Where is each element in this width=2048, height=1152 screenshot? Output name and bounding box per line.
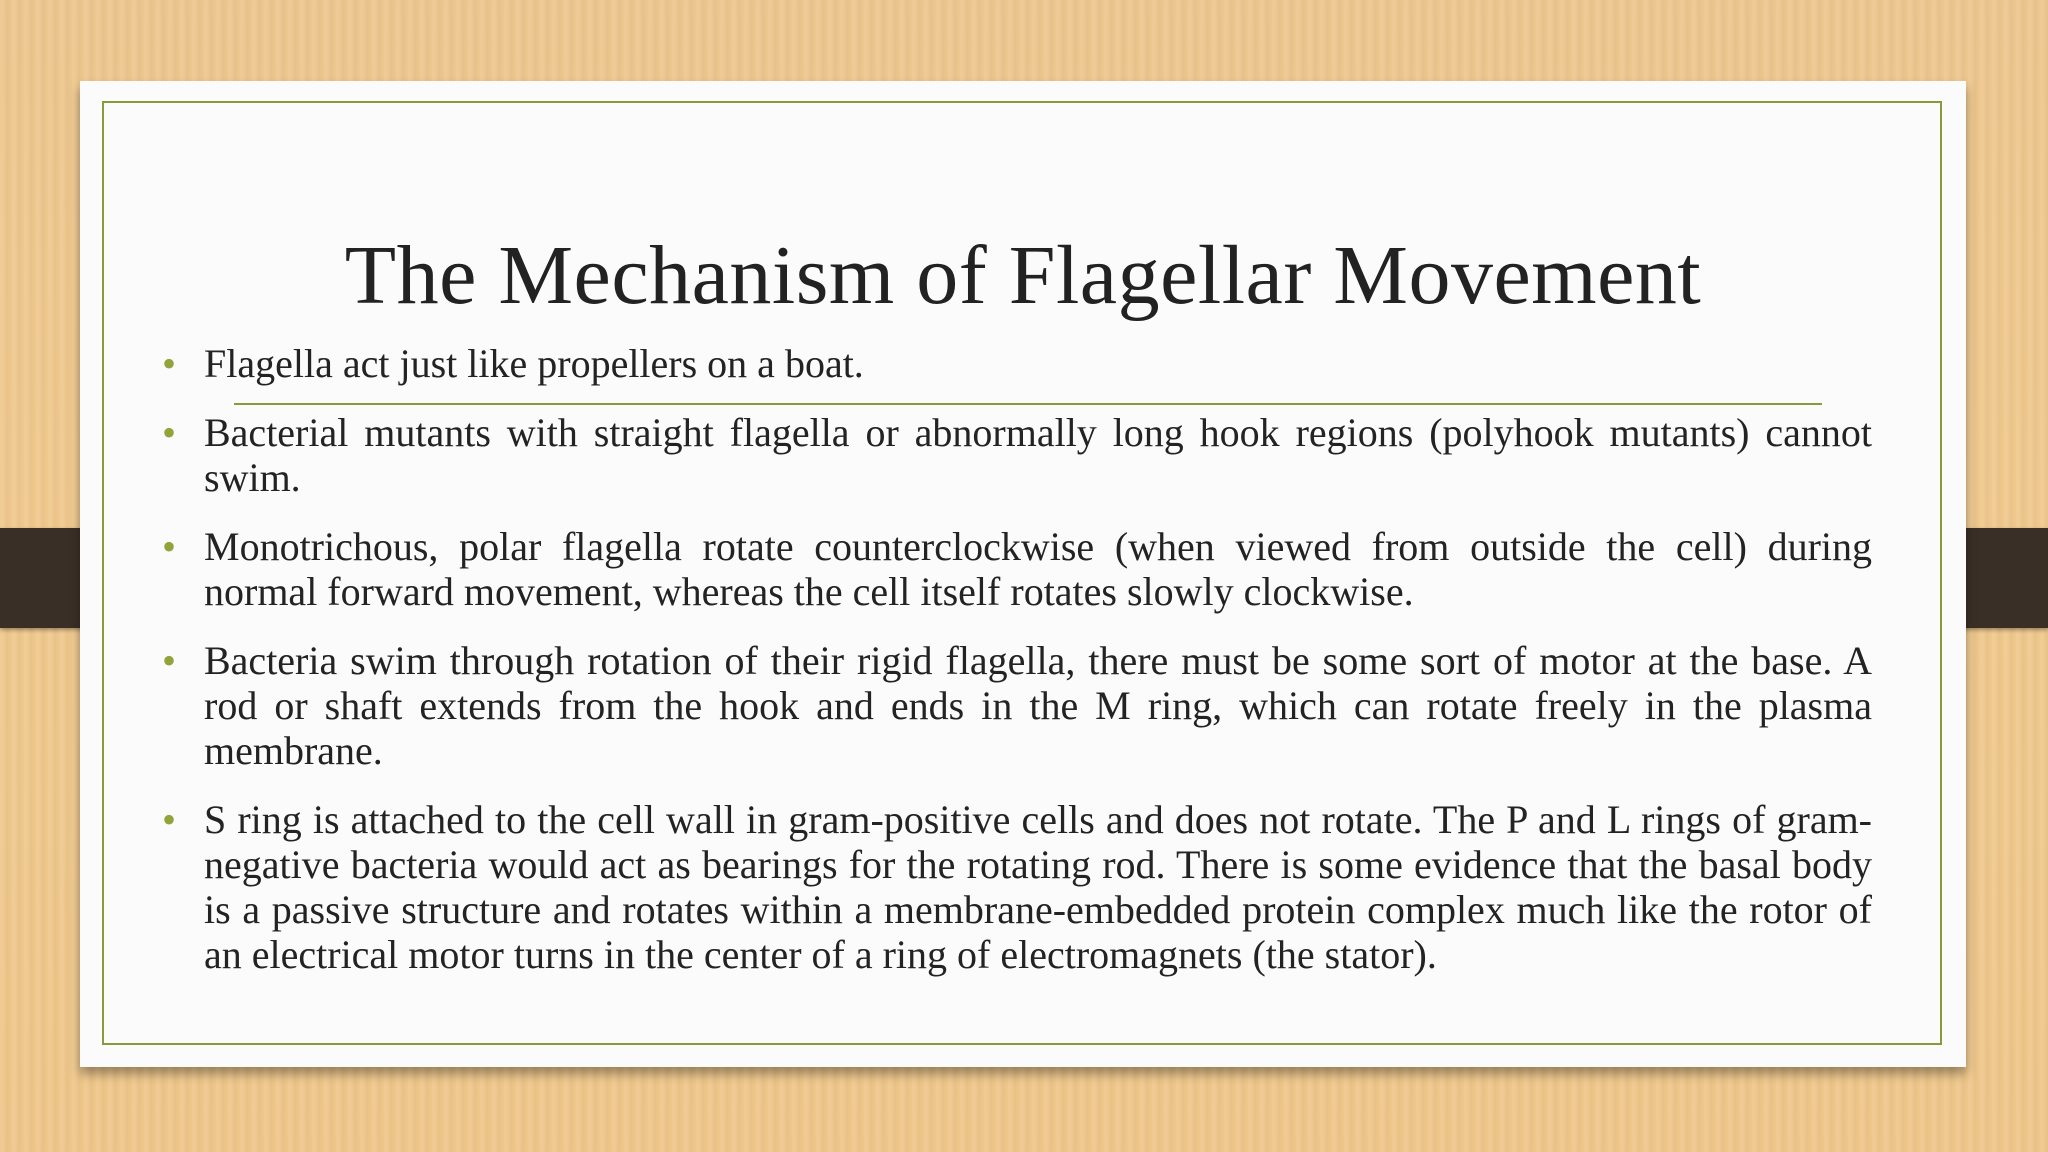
bullet-icon: • xyxy=(162,638,177,683)
bullet-text: Monotrichous, polar flagella rotate counterclockwise (when viewed from outside the cell) during normal forward movement, whereas the cell itself rotates slowly clockwise. xyxy=(204,524,1872,614)
bullet-item xyxy=(162,797,1872,977)
bullet-text: Flagella act just like propellers on a boat. xyxy=(204,341,864,386)
bullet-icon: • xyxy=(162,797,177,842)
bullet-icon: • xyxy=(162,341,177,386)
bullet-item xyxy=(162,638,1872,773)
slide-title: The Mechanism of Flagellar Movement xyxy=(344,229,1702,322)
bullet-item xyxy=(162,410,1872,500)
bullet-text: S ring is attached to the cell wall in gram-positive cells and does not rotate. The P and L rings of gram-negative bacteria would act as bearings for the rotating rod. There is some evidence that the basal body is a passive structure and rotates within a membrane-embedded protein complex much like the rotor of an electrical motor turns in the center of a ring of electromagnets (the stator). xyxy=(204,797,1872,977)
bullet-icon: • xyxy=(162,524,177,569)
bullet-icon: • xyxy=(162,410,177,455)
bullet-text: Bacteria swim through rotation of their rigid flagella, there must be some sort of motor at the base. A rod or shaft extends from the hook and ends in the M ring, which can rotate freely in the plasma membrane. xyxy=(204,638,1872,773)
bullet-text: Bacterial mutants with straight flagella or abnormally long hook regions (polyhook mutants) cannot swim. xyxy=(204,410,1872,500)
bullet-list xyxy=(162,341,1872,1001)
slide-card xyxy=(80,81,1966,1067)
bullet-item xyxy=(162,341,1872,386)
bullet-item xyxy=(162,524,1872,614)
